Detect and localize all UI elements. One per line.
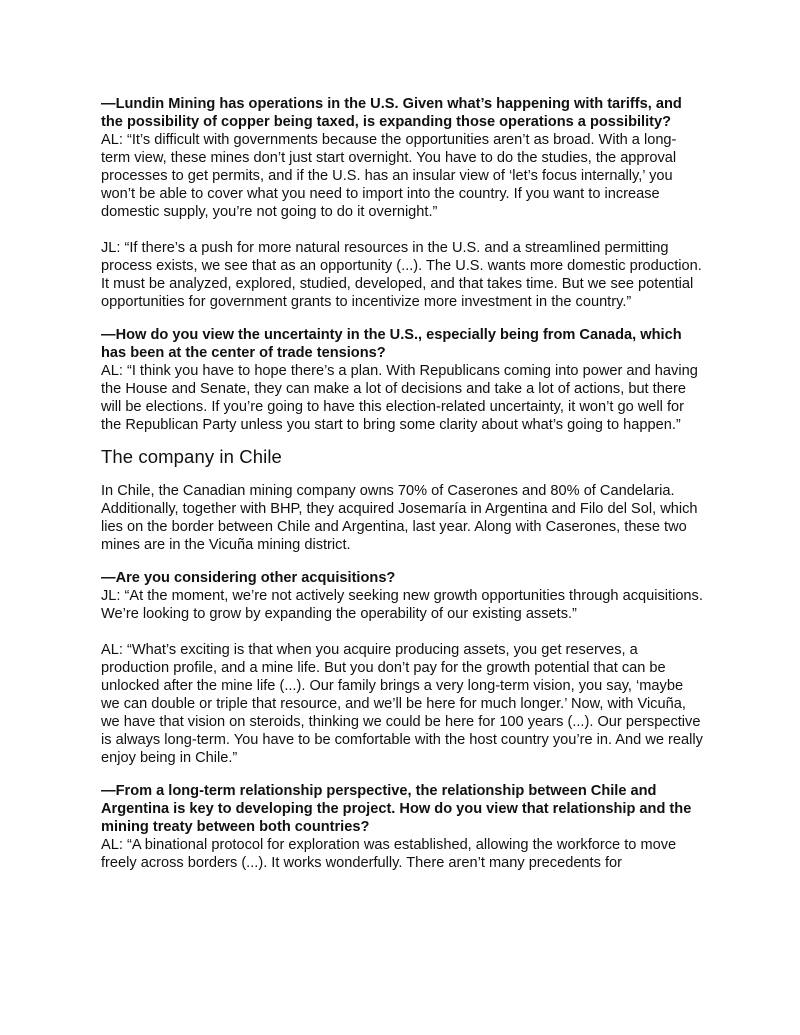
interview-question: —Are you considering other acquisitions? [101,570,396,586]
paragraph-spacer [101,221,705,239]
section-heading: The company in Chile [101,446,282,467]
interview-answer: AL: “It’s difficult with governments because the opportunities aren’t as broad. With a long-term view, these mines don’t just start overnight. You have to do the studies, the approval processes to get permits, and if the U.S. has an insular view of ‘let’s focus internally,’ you won’t be able to cover what you need to import into the country. If you want to increase domestic supply, you’re not going to do it overnight.” [101,132,677,220]
interview-answer: JL: “If there’s a push for more natural resources in the U.S. and a streamlined permitting process exists, we see that as an opportunity (...). The U.S. wants more domestic production. It must be analyzed, explored, studied, developed, and that takes time. But we see potential opportunities for government grants to incentivize more investment in the country.” [101,240,702,310]
article-body [101,95,705,872]
paragraph-spacer [101,623,705,641]
interview-answer: JL: “At the moment, we’re not actively seeking new growth opportunities through acquisitions. We’re looking to grow by expanding the operability of our existing assets.” [101,588,703,622]
interview-answer: AL: “What’s exciting is that when you acquire producing assets, you get reserves, a production profile, and a mine life. But you don’t pay for the growth potential that can be unlocked after the mine life (...). Our family brings a very long-term vision, you say, ‘maybe we can double or triple that resource, and we’ll be here for much longer.’ Now, with Vicuña, we have that vision on steroids, thinking we could be here for 100 years (...). Our perspective is always long-term. You have to be comfortable with the host country you’re in. And we really enjoy being in Chile.” [101,642,703,766]
paragraph-spacer [101,767,705,782]
interview-question: —Lundin Mining has operations in the U.S. Given what’s happening with tariffs, and the possibility of copper being taxed, is expanding those operations a possibility? [101,96,682,130]
interview-answer: AL: “I think you have to hope there’s a plan. With Republicans coming into power and having the House and Senate, they can make a lot of decisions and take a lot of actions, but there will be elections. If you’re going to have this election-related uncertainty, it won’t go well for the Republican Party unless you start to bring some clarity about what’s going to happen.” [101,363,698,433]
paragraph-spacer [101,311,705,326]
interview-question: —From a long-term relationship perspective, the relationship between Chile and Argentina is key to developing the project. How do you view that relationship and the mining treaty between both countries? [101,783,692,835]
paragraph-spacer [101,554,705,569]
interview-answer: AL: “A binational protocol for exploration was established, allowing the workforce to move freely across borders (...). It works wonderfully. There aren’t many precedents for [101,837,677,871]
section-intro: In Chile, the Canadian mining company owns 70% of Caserones and 80% of Candelaria. Additionally, together with BHP, they acquired Josemaría in Argentina and Filo del Sol, which lies on the border between Chile and Argentina, last year. Along with Caserones, these two mines are in the Vicuña mining district. [101,483,698,553]
interview-question: —How do you view the uncertainty in the U.S., especially being from Canada, which has been at the center of trade tensions? [101,327,682,361]
